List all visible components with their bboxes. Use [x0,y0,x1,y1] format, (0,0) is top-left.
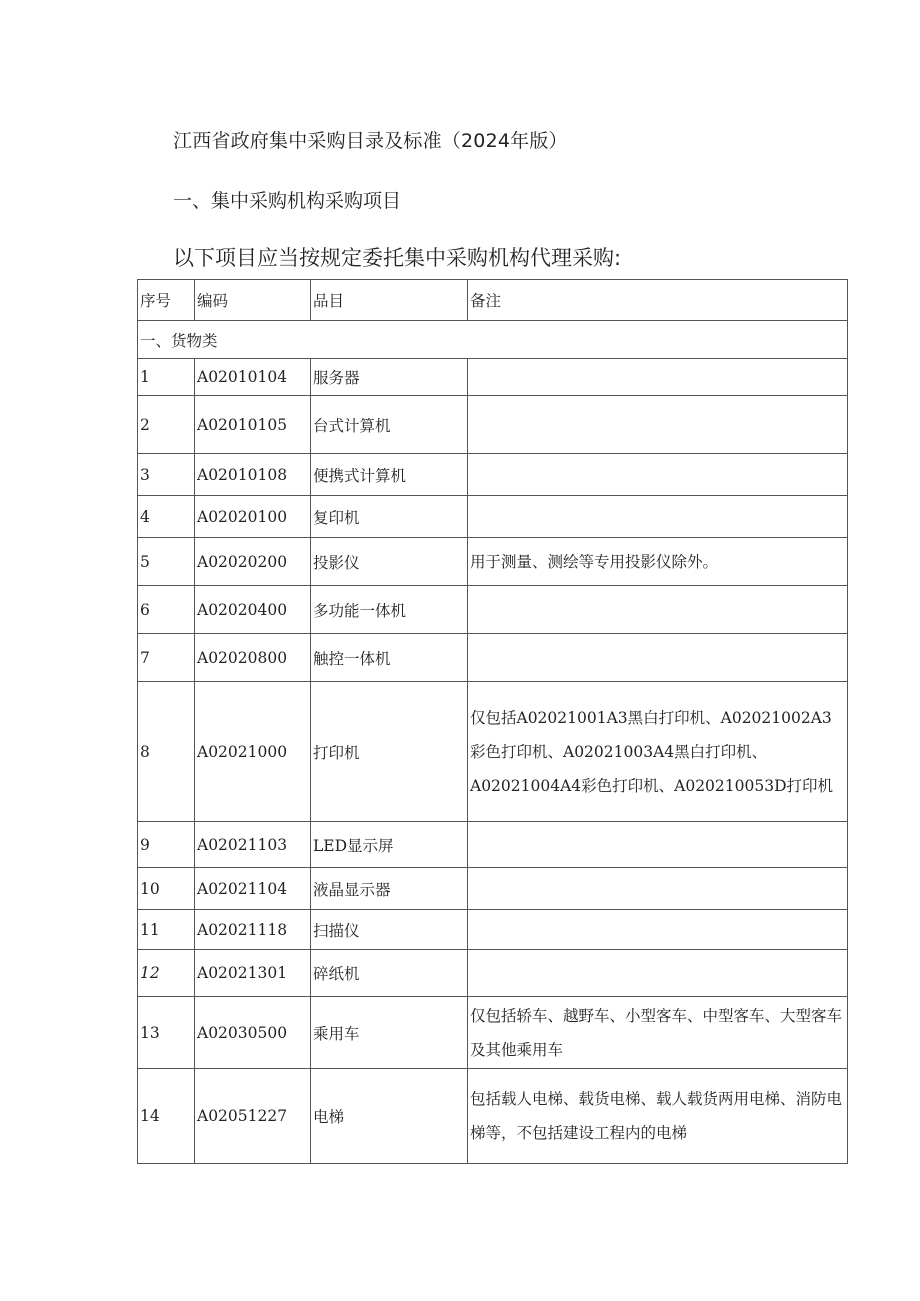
cell-code: A02020200 [195,538,311,586]
cell-code: A02021118 [195,910,311,950]
cell-note [468,359,848,396]
category-label: 一、货物类 [138,321,848,359]
cell-item: 乘用车 [311,997,468,1069]
table-row [138,454,848,496]
table-row [138,910,848,950]
cell-item: 多功能一体机 [311,586,468,634]
cell-item: 复印机 [311,496,468,538]
cell-code: A02051227 [195,1069,311,1164]
table-row [138,496,848,538]
intro-text: 以下项目应当按规定委托集中采购机构代理采购: [173,246,622,270]
cell-no: 13 [138,997,195,1069]
cell-code: A02020400 [195,586,311,634]
cell-item: LED显示屏 [311,822,468,868]
cell-code: A02021104 [195,868,311,910]
table-header-row [138,280,848,321]
cell-code: A02020800 [195,634,311,682]
cell-code: A02020100 [195,496,311,538]
table-row [138,822,848,868]
cell-item: 投影仪 [311,538,468,586]
cell-no: 6 [138,586,195,634]
cell-code: A02021103 [195,822,311,868]
header-note: 备注 [468,280,848,321]
cell-note [468,634,848,682]
cell-item: 碎纸机 [311,950,468,997]
cell-item: 台式计算机 [311,396,468,454]
table-row [138,586,848,634]
cell-code: A02021301 [195,950,311,997]
cell-note [468,586,848,634]
table-row [138,359,848,396]
table-row [138,682,848,822]
header-item: 品目 [311,280,468,321]
procurement-catalog-table [137,279,848,1164]
cell-note [468,868,848,910]
cell-no: 7 [138,634,195,682]
cell-no: 9 [138,822,195,868]
cell-item: 便携式计算机 [311,454,468,496]
cell-no: 12 [138,950,195,997]
table-row [138,868,848,910]
cell-item: 液晶显示器 [311,868,468,910]
cell-code: A02021000 [195,682,311,822]
header-code: 编码 [195,280,311,321]
cell-note: 仅包括轿车、越野车、小型客车、中型客车、大型客车及其他乘用车 [468,997,848,1069]
section-heading: 一、集中采购机构采购项目 [173,190,402,212]
cell-note [468,396,848,454]
cell-no: 8 [138,682,195,822]
cell-no: 1 [138,359,195,396]
cell-no: 3 [138,454,195,496]
cell-item: 扫描仪 [311,910,468,950]
cell-code: A02030500 [195,997,311,1069]
cell-item: 服务器 [311,359,468,396]
cell-note: 包括载人电梯、载货电梯、载人载货两用电梯、消防电梯等，不包括建设工程内的电梯 [468,1069,848,1164]
cell-item: 电梯 [311,1069,468,1164]
cell-no: 14 [138,1069,195,1164]
cell-note [468,822,848,868]
cell-note [468,910,848,950]
cell-code: A02010104 [195,359,311,396]
cell-item: 触控一体机 [311,634,468,682]
document-title: 江西省政府集中采购目录及标准（2024年版） [173,130,568,152]
table-row [138,997,848,1069]
cell-note: 仅包括A02021001A3黑白打印机、A02021002A3彩色打印机、A02021003A4黑白打印机、A02021004A4彩色打印机、A020210053D打印机 [468,682,848,822]
cell-no: 2 [138,396,195,454]
header-no: 序号 [138,280,195,321]
cell-item: 打印机 [311,682,468,822]
cell-note [468,496,848,538]
table-row [138,1069,848,1164]
cell-note: 用于测量、测绘等专用投影仪除外。 [468,538,848,586]
table-row [138,634,848,682]
table-row [138,950,848,997]
cell-no: 4 [138,496,195,538]
category-row [138,321,848,359]
table-row [138,396,848,454]
cell-no: 10 [138,868,195,910]
cell-code: A02010105 [195,396,311,454]
cell-code: A02010108 [195,454,311,496]
cell-no: 5 [138,538,195,586]
table-row [138,538,848,586]
cell-no: 11 [138,910,195,950]
cell-note [468,950,848,997]
cell-note [468,454,848,496]
